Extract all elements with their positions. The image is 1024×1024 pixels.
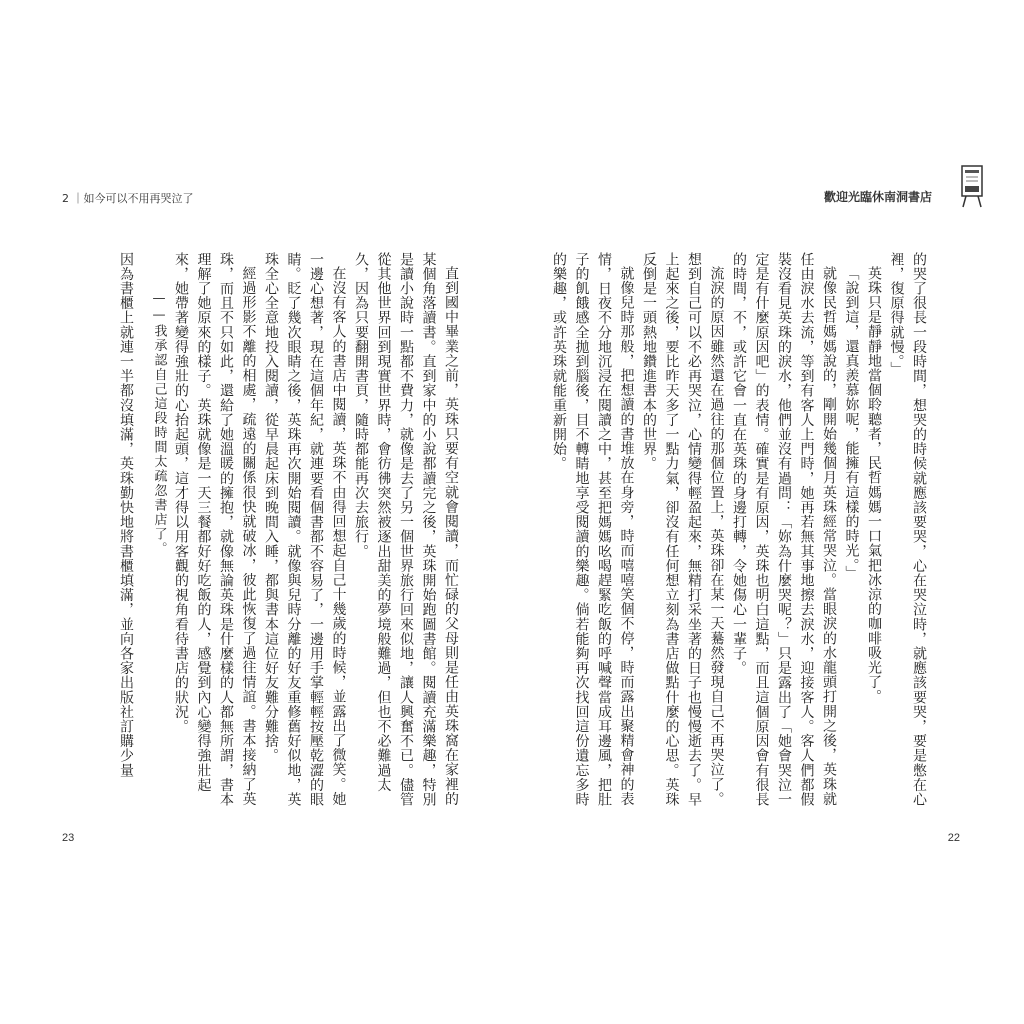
right-paragraph: 流淚的原因雖然還在過往的那個位置上，英珠卻在某一天驀然發現自己不再哭泣了。想到自己可以不必再哭泣，心情變得輕盈起來，無精打采坐著的日子也慢慢逝去了。早上起來之後，要比昨天多了一點力氣，卻沒有任何想立刻為書店做點什麼的心思。英珠反倒是一頭熱地鑽進書本的世界。 <box>641 252 725 807</box>
right-paragraph: 就像民哲媽媽說的，剛開始幾個月英珠經常哭泣。當眼淚的水龍頭打開之後，英珠就任由淚水去流，等到有客人上門時，她再若無其事地擦去淚水，迎接客人。客人們都假裝沒看見英珠的淚水，他們並沒有過問：「妳為什麼哭呢？」只是露出了「她會哭泣一定是有什麼原因吧」的表情。確實是有原因，英珠也明白這點，而且這個原因會有很長的時間，不，或許它會一直在英珠的身邊打轉，令她傷心一輩子。 <box>731 252 837 807</box>
right-page-body <box>540 252 930 812</box>
left-paragraph: 在沒有客人的書店中閱讀，英珠不由得回想起自己十幾歲的時候，並露出了微笑。她一邊心想著，現在這個年紀，就連要看個書都不容易了，一邊用手掌輕輕按壓乾澀的眼睛。眨了幾次眼睛之後，英珠再次開始閱讀。就像與兒時分離的好友重修舊好似地，英珠全心全意地投入閱讀，從早晨起床到晚間入睡，都與書本這位好友難分難捨。 <box>263 252 347 807</box>
bookshop-sign-icon <box>960 164 984 208</box>
left-paragraph: 因為書櫃上就連一半都沒填滿，英珠勤快地將書櫃填滿，並向各家出版社訂購少量 <box>118 252 134 778</box>
right-paragraph: 的哭了很長一段時間，想哭的時候就應該要哭，心在哭泣時，就應該要哭，要是憋在心裡，復原得就慢。」 <box>888 252 927 807</box>
left-page-body <box>0 252 462 812</box>
left-quote-line: ——我承認自己這段時間太疏忽書店了。 <box>151 291 167 556</box>
running-header-right: 歡迎光臨休南洞書店 <box>823 190 932 204</box>
right-paragraph: 「說到這，還真羨慕妳呢，能擁有這樣的時光。」 <box>843 266 860 581</box>
left-paragraph: 經過形影不離的相處，疏遠的關係很快就破冰，彼此恢復了過往情誼。書本接納了英珠，而且不只如此，還給了她溫暖的擁抱，就像無論英珠是什麼樣的人都無所謂，書本理解了她原來的樣子。英珠就像是一天三餐都好好吃飯的人，感覺到內心變得強壯起來，她帶著變得強壯的心抬起頭，這才得以用客觀的視角看待書店的狀況。 <box>173 252 257 807</box>
left-paragraph: 直到國中畢業之前，英珠只要有空就會閱讀，而忙碌的父母則是任由英珠窩在家裡的某個角落讀書。直到家中的小說都讀完之後，英珠開始跑圖書館。閱讀充滿樂趣，特別是讀小說時一點都不費力，就像是去了另一個世界旅行回來似地，讓人興奮不已。儘管從其他世界回到現實世界時，會彷彿突然被逐出甜美的夢境般難過，但也不必難過太久，因為只要翻開書頁，隨時都能再次去旅行。 <box>353 252 459 807</box>
page-number-right: 22 <box>947 832 960 844</box>
running-header-left: 2 ｜如今可以不用再哭泣了 <box>62 192 194 205</box>
page-number-left: 23 <box>62 832 75 844</box>
right-paragraph: 就像兒時那般，把想讀的書堆放在身旁，時而嘻嘻笑個不停，時而露出聚精會神的表情，日夜不分地沉浸在閱讀之中，甚至把媽媽吆喝趕緊吃飯的呼喊聲當成耳邊風，把肚子的飢餓感全拋到腦後，目不轉睛地享受閱讀的樂趣。倘若能夠再次找回這份遺忘多時的樂趣，或許英珠就能重新開始。 <box>551 252 635 807</box>
right-paragraph: 英珠只是靜靜地當個聆聽者，民哲媽媽一口氣把冰涼的咖啡吸光了。 <box>866 266 882 704</box>
